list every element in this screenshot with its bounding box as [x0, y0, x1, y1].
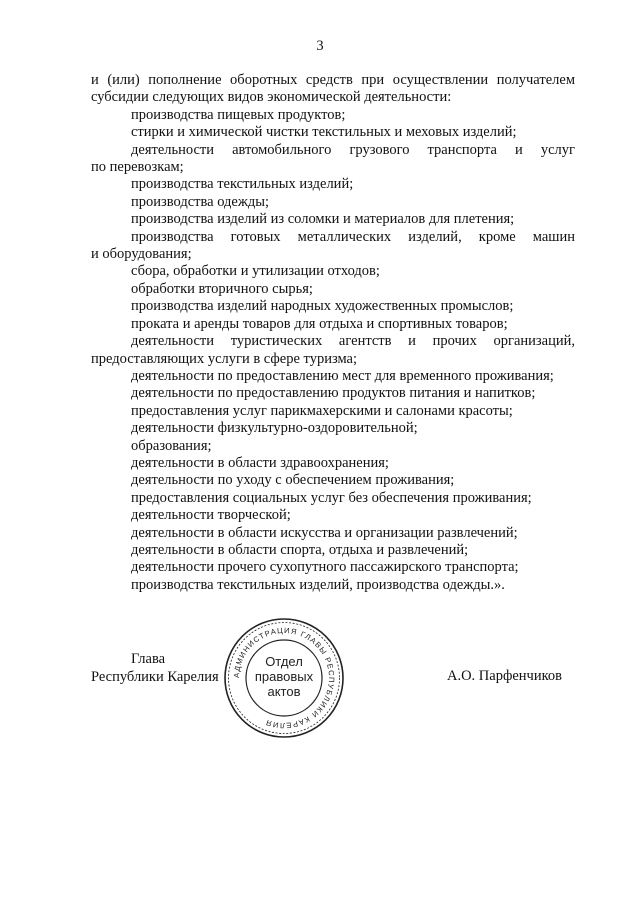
stamp-center-line1: Отдел — [265, 654, 303, 669]
list-item: деятельности творческой; — [131, 507, 291, 524]
list-item: деятельности туристических агентств и прочих организаций, — [131, 333, 575, 350]
document-body — [91, 72, 575, 594]
page-number: 3 — [316, 38, 324, 54]
list-item: производства изделий из соломки и материалов для плетения; — [131, 211, 515, 228]
list-item: деятельности физкультурно-оздоровительной; — [131, 420, 418, 437]
signatory-name: А.О. Парфенчиков — [446, 668, 562, 684]
list-item: деятельности по предоставлению продуктов питания и напитков; — [131, 385, 536, 402]
list-item: проката и аренды товаров для отдыха и спортивных товаров; — [131, 315, 508, 332]
list-item: деятельности в области искусства и организации развлечений; — [131, 524, 518, 541]
stamp-center-line3: актов — [267, 684, 301, 699]
signatory-title — [91, 650, 219, 686]
stamp-center-line2: правовых — [254, 669, 314, 684]
list-item: производства пищевых продуктов; — [131, 106, 346, 123]
list-item: производства текстильных изделий, производства одежды.». — [131, 576, 505, 593]
list-item: производства текстильных изделий; — [131, 176, 354, 193]
list-item: производства одежды; — [131, 193, 270, 210]
list-item-continuation: предоставляющих услуги в сфере туризма; — [91, 350, 358, 367]
text-line: и (или) пополнение оборотных средств при осуществлении получателем — [91, 72, 575, 88]
list-item: предоставления услуг парикмахерскими и салонами красоты; — [131, 402, 513, 419]
list-item: предоставления социальных услуг без обеспечения проживания; — [131, 489, 532, 506]
list-item: деятельности в области спорта, отдыха и развлечений; — [131, 541, 469, 558]
list-item: деятельности прочего сухопутного пассажирского транспорта; — [131, 559, 519, 576]
list-item: стирки и химической чистки текстильных и меховых изделий; — [131, 124, 517, 141]
list-item: деятельности по предоставлению мест для временного проживания; — [131, 367, 554, 384]
list-item: деятельности в области здравоохранения; — [131, 454, 389, 471]
list-item: производства изделий народных художественных промыслов; — [131, 298, 514, 315]
list-item: деятельности автомобильного грузового транспорта и услуг — [131, 141, 575, 158]
signatory-title-line2: Республики Карелия — [91, 669, 219, 685]
official-stamp — [222, 616, 346, 740]
list-item-continuation: по перевозкам; — [91, 159, 184, 176]
list-item: деятельности по уходу с обеспечением проживания; — [131, 472, 455, 489]
stamp-graphic — [222, 616, 346, 740]
signatory-title-line1: Глава — [131, 651, 166, 667]
list-item: производства готовых металлических изделий, кроме машин — [131, 228, 575, 245]
text-line: субсидии следующих видов экономической деятельности: — [91, 89, 452, 106]
stamp-ring-text: АДМИНИСТРАЦИЯ ГЛАВЫ РЕСПУБЛИКИ КАРЕЛИЯ — [231, 625, 337, 731]
list-item-continuation: и оборудования; — [91, 246, 192, 263]
list-item: обработки вторичного сырья; — [131, 280, 313, 297]
list-item: сбора, обработки и утилизации отходов; — [131, 263, 380, 280]
list-item: образования; — [131, 437, 212, 454]
